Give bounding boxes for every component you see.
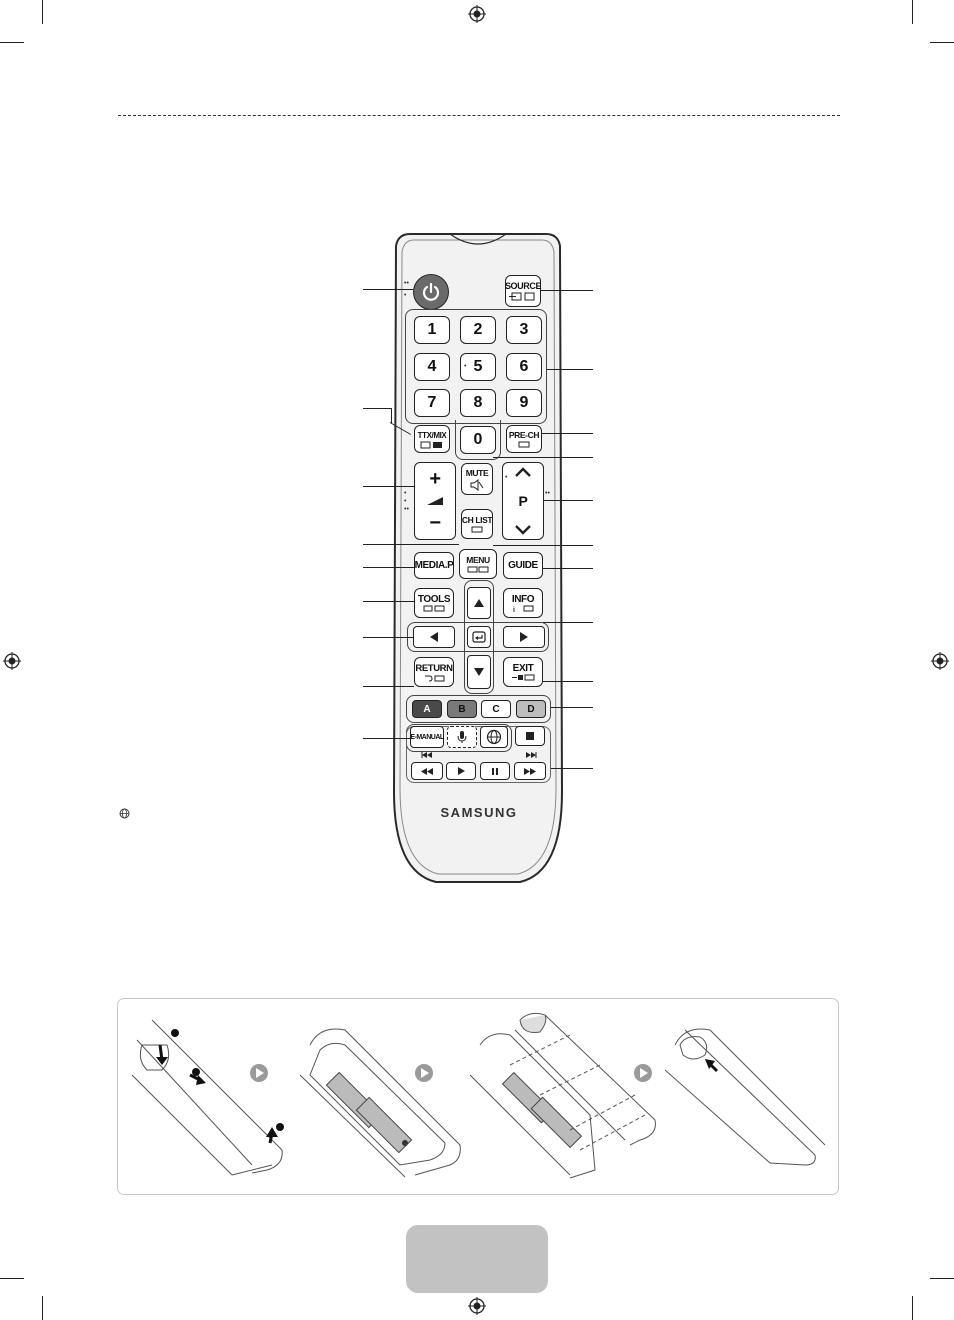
callout-line [493,545,593,546]
step-2-insert-batteries-illustration [300,1015,465,1180]
callout-line [363,601,414,602]
brand-logo: SAMSUNG [440,805,518,820]
step-arrow-icon [633,1063,653,1083]
globe-icon [486,729,502,745]
crop-mark [912,0,913,24]
number-button-2[interactable]: 2 [460,316,496,344]
exit-button[interactable]: EXIT [503,657,543,687]
section-divider [118,115,840,116]
info-icon [512,605,534,612]
rewind-button[interactable] [411,762,443,780]
media-p-button[interactable]: MEDIA.P [414,552,454,579]
number-button-3[interactable]: 3 [506,316,542,344]
step-arrow-icon [414,1063,434,1083]
pause-button[interactable] [480,762,510,780]
callout-line [363,637,413,638]
chevron-down-icon [514,525,532,535]
stop-button[interactable] [515,726,545,746]
braille-dots: •• [404,280,409,287]
guide-button[interactable]: GUIDE [503,552,543,579]
tactile-dot: • [464,363,467,370]
callout-line [363,408,392,423]
registration-mark-icon [931,652,949,670]
number-button-0[interactable]: 0 [460,426,496,454]
arrow-right-button[interactable] [503,626,545,648]
ch-list-button[interactable]: CH LIST [461,509,493,539]
crop-mark [0,42,24,43]
mute-icon [470,479,484,491]
braille-dots: • [404,292,407,299]
color-button-d[interactable]: D [516,700,546,718]
callout-line [551,768,593,769]
play-button[interactable] [446,762,476,780]
e-manual-button[interactable]: E-MANUAL [410,726,444,748]
fast-forward-button[interactable] [514,762,546,780]
globe-icon [119,808,130,819]
number-button-5[interactable]: 5 [460,353,496,381]
braille-dots: • [505,474,508,481]
arrow-up-icon [474,599,484,607]
voice-button[interactable] [447,726,477,748]
number-button-9[interactable]: 9 [506,389,542,417]
braille-dots: •• [404,506,409,513]
rewind-icon [421,768,433,775]
callout-line [547,369,593,370]
ttx-mix-button[interactable]: TTX/MIX [414,425,450,453]
step-1-open-cover-illustration [132,1015,292,1180]
crop-mark [930,42,954,43]
volume-rocker[interactable] [414,462,456,540]
callout-line [363,738,410,739]
crop-mark [930,1278,954,1279]
callout-line [543,568,593,569]
volume-icon [426,496,444,506]
info-button[interactable]: INFO i [503,588,543,618]
number-button-1[interactable]: 1 [414,316,450,344]
number-button-4[interactable]: 4 [414,353,450,381]
return-icon [423,674,445,682]
number-button-7[interactable]: 7 [414,389,450,417]
channel-label: P [518,492,528,509]
arrow-up-button[interactable] [467,587,491,619]
callout-line [544,500,593,501]
registration-mark-icon [3,652,21,670]
crop-mark [912,1296,913,1320]
chevron-up-icon [514,467,532,477]
volume-down-label: − [429,512,441,534]
arrow-down-button[interactable] [467,655,491,689]
source-button[interactable] [505,275,541,307]
crop-mark [42,1296,43,1320]
tools-button[interactable]: TOOLS [414,588,454,618]
registration-mark-icon [468,5,486,23]
callout-line [363,289,413,290]
enter-button[interactable] [467,626,491,648]
callout-line [543,622,593,623]
stop-icon [526,732,534,740]
microphone-icon [457,730,467,744]
braille-dots: • [404,498,407,505]
callout-line [541,290,593,291]
menu-button[interactable]: MENU [459,549,497,579]
callout-line [551,707,593,708]
crop-mark [0,1278,24,1279]
color-button-b[interactable]: B [447,700,477,718]
callout-line [363,567,414,568]
number-button-8[interactable]: 8 [460,389,496,417]
power-button[interactable] [413,274,449,310]
registration-mark-icon [468,1297,486,1315]
callout-line [493,457,593,458]
power-icon [420,281,442,303]
arrow-right-icon [520,632,528,642]
pre-ch-button[interactable]: PRE-CH [506,425,542,453]
list-icon [471,526,483,533]
braille-dots: •• [545,490,550,497]
source-label: SOURCE [504,281,542,291]
callout-line [543,681,593,682]
page-number-tab [406,1225,548,1293]
color-button-a[interactable]: A [412,700,442,718]
exit-icon [511,674,535,681]
tools-icon [423,605,445,612]
callout-line [363,486,414,487]
arrow-left-icon [430,632,438,642]
teletext-icon [518,441,530,448]
step-arrow-icon [249,1063,269,1083]
arrow-left-button[interactable] [413,626,455,648]
return-button[interactable]: RETURN [414,657,454,687]
volume-up-label: + [429,468,441,490]
globe-button[interactable] [480,726,508,748]
mute-button[interactable]: MUTE [461,463,493,495]
play-icon [458,767,465,775]
input-icon [509,292,537,301]
fast-forward-icon [524,768,536,775]
skip-back-icon [421,752,433,758]
teletext-icon [420,441,444,449]
crop-mark [42,0,43,24]
number-button-6[interactable]: 6 [506,353,542,381]
step-4-close-cover-illustration [665,1015,830,1170]
enter-icon [472,631,486,643]
callout-line [363,686,414,687]
svg-text:i: i [513,607,515,612]
callout-line [542,433,593,434]
arrow-down-icon [474,668,484,676]
braille-dots: • [404,490,407,497]
skip-forward-icon [525,752,537,758]
color-button-c[interactable]: C [481,700,511,718]
step-3-align-cover-illustration [470,1010,660,1180]
callout-line [363,544,459,545]
pause-icon [492,768,498,775]
menu-icon [467,566,489,573]
channel-rocker[interactable] [502,462,544,540]
